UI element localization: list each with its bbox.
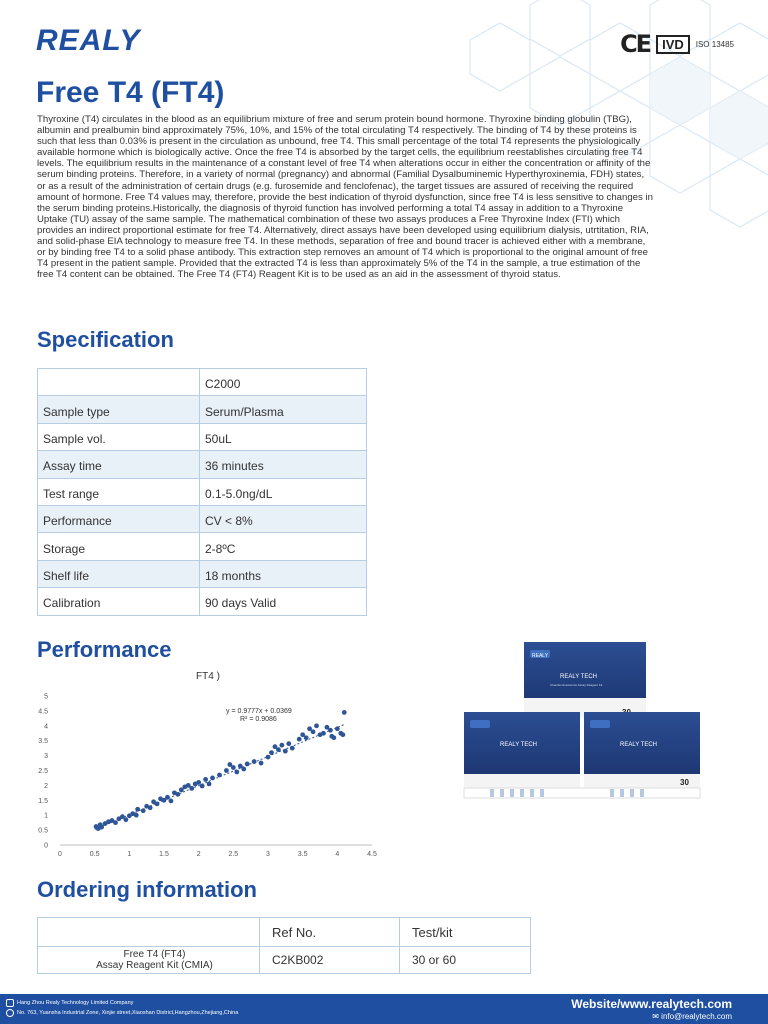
data-point	[135, 807, 140, 812]
y-tick-label: 4	[44, 723, 48, 731]
data-point	[269, 750, 274, 755]
data-point	[321, 731, 326, 736]
data-point	[224, 768, 229, 773]
company-name: Hang Zhou Realy Technology Limited Company	[17, 1000, 134, 1006]
ce-mark: CE	[620, 30, 651, 58]
data-point	[335, 726, 340, 731]
spec-value: 90 days Valid	[200, 588, 367, 615]
footer-address-block	[6, 998, 238, 1018]
table-cell	[38, 918, 260, 947]
spec-label: Sample type	[38, 396, 200, 423]
performance-scatter-chart	[30, 664, 390, 859]
spec-label: Performance	[38, 505, 200, 532]
y-tick-label: 0.5	[38, 827, 48, 835]
box-subtitle: Chemiluminescence Assay Reagent Kit	[550, 683, 603, 687]
footer-contact-block	[571, 997, 732, 1021]
table-row	[38, 947, 531, 974]
certification-marks	[620, 30, 734, 58]
spec-label: Test range	[38, 478, 200, 505]
page-title: Free T4 (FT4)	[36, 76, 225, 109]
spec-label: Calibration	[38, 588, 200, 615]
chart-title: FT4 )	[196, 671, 220, 682]
spec-label: Assay time	[38, 451, 200, 478]
data-point	[123, 817, 128, 822]
x-tick-label: 1	[127, 851, 132, 858]
ordering-heading: Ordering information	[37, 877, 257, 902]
iso-label: ISO 13485	[695, 39, 734, 49]
location-icon	[6, 1009, 14, 1017]
r-squared-label: R² = 0.9086	[240, 716, 277, 723]
intro-paragraph: Thyroxine (T4) circulates in the blood as an equilibrium mixture of free and serum protein bound hormone. Thyroxine binding globulin (TBG), albumin and prealbumin bind approximately 75%, 10%, and 15% of the total circulating T4 respectively. The binding of T4 by these proteins is such that less than 0.03% is present in the circulation as unbound, free T4. This small percentage of the total T4 represents the physiologically available hormone which is biologically active. Once the free T4 is absorbed by the target cells, the equilibrium reestablishes circulating free T4 levels. The equilibrium results in the maintenance of a constant level of free T4 when alterations occur in either the concentration or affinity of the serum binding proteins. Therefore, in a variety of normal (pregnancy) and abnormal (Familial Dysalbuminemic Hyperthyroxinemia, FDH) states, or as a result of the administration of certain drugs (e.g. furosemide and fenclofenac), the target tissues are assured of receiving the required amount of hormone. Free T4 values may, therefore, provide the best indication of thyroid dysfunction, since free T4 is less sensitive to changes in the serum binding proteins.Historically, the diagnosis of thyroid function has involved performing a total T4 assay in addition to a Thyroxine Uptake (TU) assay of the same sample. The mathematical combination of these two assays produces a Free Thyroxine Index (FTI) which provides an indirect proportional estimate for free T4. Alternatively, direct assays have been developed using equilibrium dialysis, utrtitation, RIA, and solid-phase EIA technology to measure free T4. In these methods, separation of free and bound tracer is achieved either with a membrane, or by binding free T4 to a solid phase antibody. This extraction step removes an amount of T4 which is proportional to the original amount of free T4 present in the patient sample. Provided that the extracted T4 is less than approximately 5% of the T4 in the sample, a true estimation of the free T4 content can be obtained. The Free T4 (FT4) Reagent Kit is to be used as an aid in the assessment of thyroid status.	[37, 114, 653, 281]
data-point	[169, 798, 174, 803]
data-point	[290, 746, 295, 751]
table-row	[38, 369, 367, 396]
data-point	[328, 728, 333, 733]
spec-value: 18 months	[200, 560, 367, 587]
data-point	[279, 743, 284, 748]
data-point	[200, 784, 205, 789]
data-point	[342, 710, 347, 715]
x-tick-label: 3	[266, 851, 270, 858]
data-point	[134, 813, 139, 818]
y-tick-label: 4.5	[38, 708, 48, 716]
x-tick-label: 0.5	[89, 851, 100, 858]
performance-heading: Performance	[37, 637, 172, 662]
data-point	[283, 749, 288, 754]
box-title: REALY TECH	[620, 742, 658, 748]
data-point	[304, 735, 309, 740]
mail-icon: ✉	[652, 1012, 662, 1021]
company-logo: REALY	[36, 24, 141, 57]
data-point	[189, 786, 194, 791]
y-tick-label: 1	[44, 812, 48, 820]
table-row	[38, 478, 367, 505]
spec-label: Sample vol.	[38, 423, 200, 450]
ordering-table	[37, 917, 531, 974]
data-point	[231, 765, 236, 770]
data-point	[259, 761, 264, 766]
data-point	[266, 755, 271, 760]
table-row	[38, 588, 367, 615]
data-point	[175, 792, 180, 797]
x-tick-label: 4	[335, 851, 340, 858]
table-header-row	[38, 918, 531, 947]
data-point	[113, 820, 118, 825]
y-tick-label: 3	[44, 753, 48, 761]
box-title: REALY TECH	[560, 674, 598, 680]
spec-value: 2-8ºC	[200, 533, 367, 560]
data-point	[245, 762, 250, 767]
product-kit-image	[460, 636, 710, 806]
data-point	[155, 801, 160, 806]
x-tick-label: 2	[196, 851, 201, 858]
product-name-line: Assay Reagent Kit (CMIA)	[96, 960, 213, 971]
data-point	[314, 723, 319, 728]
spec-value: Serum/Plasma	[200, 396, 367, 423]
x-tick-label: 0	[58, 851, 62, 858]
spec-value: 0.1-5.0ng/dL	[200, 478, 367, 505]
data-point	[340, 732, 345, 737]
ivd-mark: IVD	[656, 35, 690, 54]
company-address: No. 763, Yuansha Industrial Zone, Xinjie street,Xiaoshan District,Hangzhou,Zhejiang,China	[17, 1010, 239, 1016]
table-cell	[38, 369, 200, 396]
table-row	[38, 560, 367, 587]
x-tick-label: 1.5	[159, 851, 169, 858]
spec-value: CV < 8%	[200, 505, 367, 532]
tests-value: 30 or 60	[400, 947, 531, 974]
footer	[0, 994, 768, 1024]
y-tick-label: 2	[44, 782, 48, 790]
spec-label: Shelf life	[38, 560, 200, 587]
ref-value: C2KB002	[260, 947, 400, 974]
product-name-cell	[38, 947, 260, 974]
y-tick-label: 3.5	[38, 738, 48, 746]
data-point	[99, 825, 104, 830]
email-text: info@realytech.com	[661, 1012, 732, 1021]
table-row	[38, 423, 367, 450]
specification-heading: Specification	[37, 327, 174, 352]
spec-label: Storage	[38, 533, 200, 560]
data-point	[329, 734, 334, 739]
trend-equation: y = 0.9777x + 0.0369	[226, 708, 292, 715]
specification-table	[37, 368, 367, 616]
box-brand-badge: REALY	[532, 653, 549, 659]
box-count: 30	[680, 778, 689, 787]
table-row	[38, 533, 367, 560]
data-point	[217, 773, 222, 778]
y-tick-label: 2.5	[38, 768, 48, 775]
data-point	[207, 782, 212, 787]
y-tick-label: 0	[44, 842, 48, 850]
data-point	[311, 729, 316, 734]
spec-value: 36 minutes	[200, 451, 367, 478]
data-point	[196, 780, 201, 785]
table-row	[38, 451, 367, 478]
data-point	[234, 770, 239, 775]
data-point	[203, 777, 208, 782]
table-row	[38, 396, 367, 423]
email-link[interactable]	[571, 1012, 732, 1021]
box-title: REALY TECH	[500, 742, 538, 748]
tests-header: Test/kit	[400, 918, 531, 947]
product-name-line: Free T4 (FT4)	[123, 949, 186, 960]
y-tick-label: 1.5	[38, 797, 48, 805]
data-point	[276, 747, 281, 752]
x-tick-label: 4.5	[367, 851, 377, 858]
x-tick-label: 3.5	[297, 851, 308, 858]
home-icon	[6, 999, 14, 1007]
data-point	[241, 767, 246, 772]
data-point	[148, 805, 153, 810]
website-link[interactable]: Website/www.realytech.com	[571, 997, 732, 1011]
data-point	[297, 737, 302, 742]
data-point	[165, 795, 170, 800]
spec-value: 50uL	[200, 423, 367, 450]
model-cell: C2000	[200, 369, 367, 396]
data-point	[286, 741, 291, 746]
table-row	[38, 505, 367, 532]
data-point	[141, 808, 146, 813]
x-tick-label: 2.5	[228, 851, 239, 858]
ref-header: Ref No.	[260, 918, 400, 947]
data-point	[210, 776, 215, 781]
y-tick-label: 5	[44, 693, 48, 701]
data-point	[252, 759, 257, 764]
